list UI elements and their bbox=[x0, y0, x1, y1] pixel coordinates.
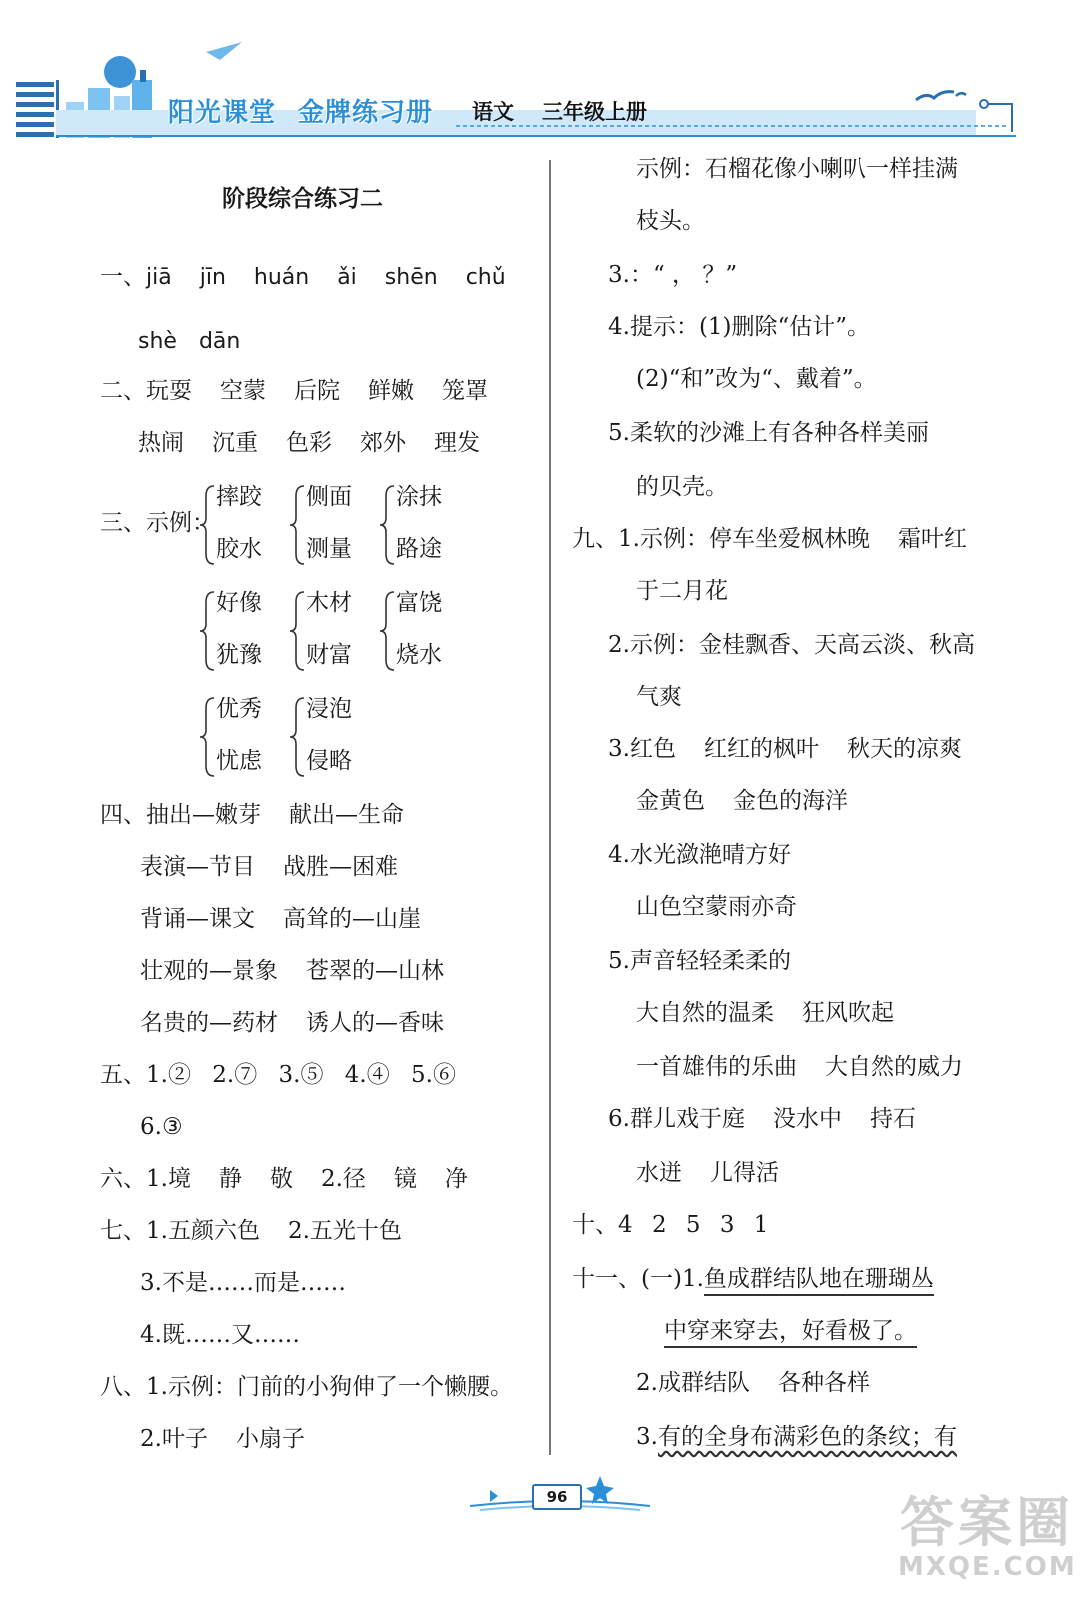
q4-row3: 背诵—课文 高耸的—山崖 bbox=[140, 906, 421, 932]
q1-row2: shè dān bbox=[138, 329, 241, 354]
r-line-5: (2)“和”改为“、戴着”。 bbox=[636, 366, 877, 392]
q3-pair-top: 好像 bbox=[216, 590, 262, 616]
q5-row1: 五、1.② 2.⑦ 3.⑤ 4.④ 5.⑥ bbox=[100, 1062, 456, 1088]
q3-pair-top: 涂抹 bbox=[396, 484, 442, 510]
brace-icon bbox=[288, 590, 308, 672]
q4-row2: 表演—节目 战胜—困难 bbox=[140, 854, 398, 880]
q3-pair-top: 优秀 bbox=[216, 696, 262, 722]
q2-row2: 热闹 沉重 色彩 郊外 理发 bbox=[138, 430, 480, 456]
birds-icon bbox=[916, 92, 966, 100]
q6-row: 六、1.境 静 敬 2.径 镜 净 bbox=[100, 1166, 468, 1192]
r-line-8: 九、1.示例：停车坐爱枫林晚 霜叶红 bbox=[572, 526, 967, 552]
q7-row2: 3.不是……而是…… bbox=[140, 1270, 346, 1296]
brand-title: 阳光课堂 金牌练习册 bbox=[168, 98, 434, 128]
section-title: 阶段综合练习二 bbox=[222, 185, 383, 212]
r-line-14: 4.水光潋滟晴方好 bbox=[608, 842, 791, 868]
r-line-15: 山色空蒙雨亦奇 bbox=[636, 894, 797, 920]
q5-row2: 6.③ bbox=[140, 1114, 183, 1140]
brace-icon bbox=[288, 696, 308, 778]
q3-pair-bottom: 路途 bbox=[396, 536, 442, 562]
r-line-18: 一首雄伟的乐曲 大自然的威力 bbox=[636, 1054, 963, 1080]
r-line-9: 于二月花 bbox=[636, 578, 728, 604]
q4-row1: 四、抽出—嫩芽 献出—生命 bbox=[100, 802, 404, 828]
r-line-3: 3.：“ ， ？” bbox=[608, 262, 738, 288]
r-line-7: 的贝壳。 bbox=[636, 474, 728, 500]
r-line-1: 示例：石榴花像小喇叭一样挂满 bbox=[636, 156, 958, 182]
r-line-4: 4.提示：(1)删除“估计”。 bbox=[608, 314, 871, 340]
q3-pair-bottom: 忧虑 bbox=[216, 748, 262, 774]
brace-icon bbox=[378, 590, 398, 672]
r-line-16: 5.声音轻轻柔柔的 bbox=[608, 948, 791, 974]
q3-pair-bottom: 犹豫 bbox=[216, 642, 262, 668]
r-line-20: 水迸 儿得活 bbox=[636, 1160, 779, 1186]
r-line-19: 6.群儿戏于庭 没水中 持石 bbox=[608, 1106, 916, 1132]
watermark-logo: 答案圈 bbox=[900, 1491, 1074, 1554]
q3-pair-bottom: 侵略 bbox=[306, 748, 352, 774]
q3-pair-bottom: 胶水 bbox=[216, 536, 262, 562]
watermark-url: MXQE.COM bbox=[898, 1552, 1077, 1582]
r-line-24: 2.成群结队 各种各样 bbox=[636, 1370, 870, 1396]
r-line-23: 中穿来穿去，好看极了。 bbox=[664, 1316, 917, 1346]
brace-icon bbox=[198, 696, 218, 778]
q1-row1: 一、jiā jīn huán ǎi shēn chǔ bbox=[100, 264, 506, 290]
q7-row1: 七、1.五颜六色 2.五光十色 bbox=[100, 1218, 402, 1244]
q7-row3: 4.既……又…… bbox=[140, 1322, 300, 1348]
q3-pair-top: 富饶 bbox=[396, 590, 442, 616]
r-line-25: 3.有的全身布满彩色的条纹；有 bbox=[636, 1424, 957, 1450]
q3-pair-bottom: 财富 bbox=[306, 642, 352, 668]
q8-row2: 2.叶子 小扇子 bbox=[140, 1426, 305, 1452]
r-line-22: 十一、(一)1.鱼成群结队地在珊瑚丛 bbox=[572, 1264, 934, 1294]
q3-label: 三、示例： bbox=[100, 510, 215, 536]
column-divider bbox=[549, 160, 551, 1455]
header-bracket bbox=[980, 100, 1012, 132]
q8-row1: 八、1.示例：门前的小狗伸了一个懒腰。 bbox=[100, 1374, 513, 1400]
q2-row1: 二、玩耍 空蒙 后院 鲜嫩 笼罩 bbox=[100, 378, 488, 404]
r-line-6: 5.柔软的沙滩上有各种各样美丽 bbox=[608, 420, 929, 446]
q4-row4: 壮观的—景象 苍翠的—山林 bbox=[140, 958, 444, 984]
r-line-21: 十、4 2 5 3 1 bbox=[572, 1212, 769, 1238]
r-line-12: 3.红色 红红的枫叶 秋天的凉爽 bbox=[608, 736, 962, 762]
q3-pair-top: 摔跤 bbox=[216, 484, 262, 510]
subject-grade: 语文 三年级上册 bbox=[472, 100, 647, 124]
q3-pair-top: 浸泡 bbox=[306, 696, 352, 722]
r-line-17: 大自然的温柔 狂风吹起 bbox=[636, 1000, 894, 1026]
brace-icon bbox=[198, 484, 218, 566]
q3-pair-bottom: 测量 bbox=[306, 536, 352, 562]
q3-pair-top: 侧面 bbox=[306, 484, 352, 510]
q4-row5: 名贵的—药材 诱人的—香味 bbox=[140, 1010, 444, 1036]
r-line-2: 枝头。 bbox=[636, 208, 705, 234]
brace-icon bbox=[378, 484, 398, 566]
q3-pair-top: 木材 bbox=[306, 590, 352, 616]
r-line-13: 金黄色 金色的海洋 bbox=[636, 788, 848, 814]
header-stripes bbox=[16, 80, 59, 138]
brace-icon bbox=[288, 484, 308, 566]
brace-icon bbox=[198, 590, 218, 672]
q3-pair-bottom: 烧水 bbox=[396, 642, 442, 668]
r-line-11: 气爽 bbox=[636, 684, 682, 710]
page-number: 96 bbox=[532, 1484, 582, 1510]
r-line-10: 2.示例：金桂飘香、天高云淡、秋高 bbox=[608, 632, 975, 658]
watermark bbox=[880, 1480, 1080, 1590]
paper-plane-icon bbox=[206, 42, 242, 60]
page-header bbox=[0, 0, 1091, 150]
